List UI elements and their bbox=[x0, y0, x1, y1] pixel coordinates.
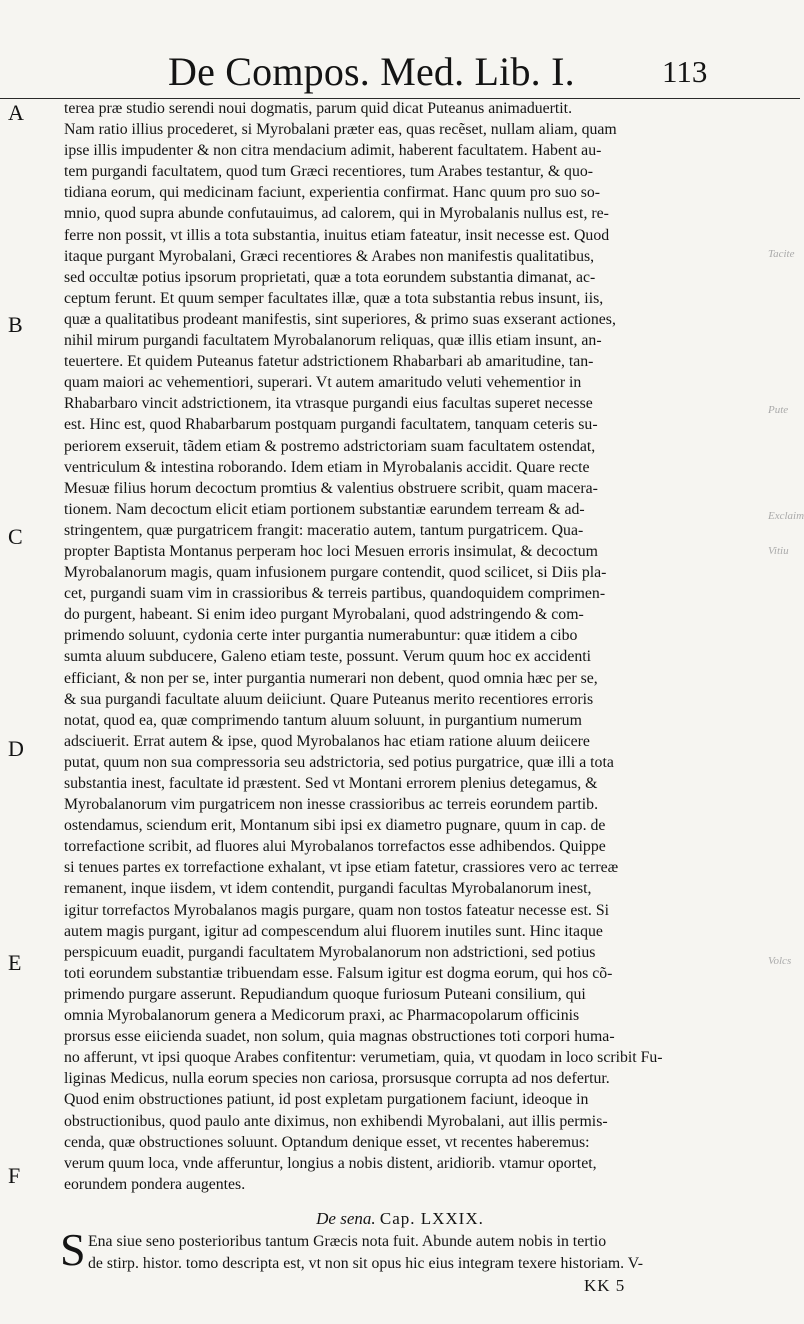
text-line: terea præ studio serendi noui dogmatis, parum quid dicat Puteanus animaduertit. bbox=[64, 100, 573, 117]
text-line: do purgent, habeant. Si enim ideo purgant Myrobalani, quod adstringendo & com- bbox=[64, 606, 584, 624]
text-line: quæ a qualitatibus prodeant manifestis, sint superiores, & primo suas exserant actiones, bbox=[64, 310, 616, 328]
text-line: ventriculum & intestina roborando. Idem etiam in Myrobalanis accidit. Quare recte bbox=[64, 458, 590, 476]
margin-letter-a: A bbox=[8, 100, 24, 125]
text-line: si tenues partes ex torrefactione exhalant, vt ipse etiam fatetur, crassiores vero ac terreæ bbox=[64, 859, 619, 877]
text-line: liginas Medicus, nulla eorum species non cariosa, prorsusque corrupta ad nos defertur. bbox=[64, 1070, 610, 1088]
margin-note: Pute bbox=[768, 404, 789, 416]
text-line: notat, quod ea, quæ comprimendo tantum aluum soluunt, in purgantium numerum bbox=[64, 711, 582, 729]
text-line: Mesuæ filius horum decoctum promtius & valentius obstruere scribit, quam macera- bbox=[64, 479, 598, 497]
page-number: 113 bbox=[662, 54, 708, 89]
margin-letter-c: C bbox=[8, 524, 23, 549]
text-line: propter Baptista Montanus perperam hoc loci Mesuen erroris insimulat, & decoctum bbox=[64, 542, 598, 560]
text-line: primendo purgare asserunt. Repudiandum quoque furiosum Puteani consilium, qui bbox=[64, 985, 586, 1003]
text-line: ostendamus, sciendum erit, Montanum sibi ipsi ex diametro pugnare, quum in cap. de bbox=[64, 817, 606, 835]
text-line: cet, purgandi suam vim in crassioribus & terreis partibus, quandoquidem comprimen- bbox=[64, 585, 606, 603]
text-line: toti eorundem substantiæ tribuendam esse. Falsum igitur est dogma eorum, qui hos cõ- bbox=[64, 964, 613, 982]
text-line: igitur torrefactos Myrobalanos magis purgare, quam non tostos fateatur necesse est. Si bbox=[64, 901, 610, 919]
text-line: adsciuerit. Errat autem & ipse, quod Myrobalanos hac etiam ratione aluum deiicere bbox=[64, 732, 590, 750]
text-line: stringentem, quæ purgatricem frangit: maceratio autem, tantum purgatricem. Qua- bbox=[64, 521, 584, 539]
margin-note: Exclaim bbox=[768, 510, 804, 522]
text-line: tidiana eorum, qui medicinam faciunt, experientia confirmat. Hanc quum pro suo so- bbox=[64, 184, 601, 202]
chapter-number: Cap. LXXIX. bbox=[379, 1209, 484, 1228]
margin-letter-d: D bbox=[8, 736, 24, 761]
text-line: torrefactione scribit, ad fluores alui Myrobalanos torrefactos esse adhibendos. Quippe bbox=[64, 838, 606, 856]
text-line: tionem. Nam decoctum elicit etiam portionem substantiæ earundem terream & ad- bbox=[64, 500, 585, 518]
text-line: primendo soluunt, cydonia certe inter purgantia numerabuntur: quæ itidem a cibo bbox=[64, 627, 578, 645]
text-line: autem magis purgant, igitur ad compescendum alui fluorem inutiles sunt. Hinc itaque bbox=[64, 922, 603, 940]
text-line: & sua purgandi facultate aluum deiiciunt. Quare Puteanus merito recentiores erroris bbox=[64, 690, 594, 708]
text-line: efficiant, & non per se, inter purgantia numerari non debent, quod omnia hæc per se, bbox=[64, 669, 598, 687]
text-line: Myrobalanorum magis, quam infusionem purgare contendit, quod scilicet, si Diis pla- bbox=[64, 564, 607, 582]
text-line: obstructionibus, quod paulo ante diximus, non exhibendi Myrobalani, aut illis permis- bbox=[64, 1112, 608, 1130]
text-line: perspicuum euadit, purgandi facultatem Myrobalanorum non adstrictioni, sed potius bbox=[64, 943, 596, 961]
text-line: ipse illis impudenter & non citra mendacium adimit, haberent facultatem. Habent au- bbox=[64, 142, 602, 160]
text-line: substantia inest, facultate id præstent. Sed vt Montani errorem plenius detegamus, & bbox=[64, 775, 598, 792]
signature-mark: KK 5 bbox=[584, 1276, 626, 1295]
text-line: tem purgandi facultatem, quod tum Græci recentiores, tum Arabes testantur, & quo- bbox=[64, 163, 594, 181]
margin-letter-e: E bbox=[8, 950, 22, 975]
margin-note: Vitiu bbox=[768, 545, 789, 557]
margin-note: Tacite bbox=[768, 248, 795, 260]
chapter-title: De sena. bbox=[316, 1209, 376, 1228]
text-line: ceptum ferunt. Et quum semper facultates illæ, quæ a tota substantia rebus insunt, iis, bbox=[64, 289, 604, 307]
text-line: est. Hinc est, quod Rhabarbarum postquam purgandi facultatem, tanquam ceteris su- bbox=[64, 416, 598, 434]
text-line: prorsus esse eiicienda suadet, non solum, quia magnas obstructiones toti corpori huma- bbox=[64, 1028, 615, 1046]
text-line: itaque purgant Myrobalani, Græci recentiores & Arabes non manifestis qualitatibus, bbox=[64, 247, 595, 265]
margin-note: Volcs bbox=[768, 955, 792, 967]
running-header bbox=[0, 38, 800, 99]
chapter-heading bbox=[0, 1209, 800, 1229]
text-line: nihil mirum purgandi facultatem Myrobalanorum reliquas, quæ illis etiam insunt, an- bbox=[64, 332, 602, 350]
text-line: sed occultæ potius ipsorum proprietati, quæ a tota eorundem substantia dimanat, ac- bbox=[64, 268, 596, 286]
text-line: quam maiori ac vehementiori, superari. Vt autem amaritudo veluti vehementior in bbox=[64, 374, 582, 392]
section-line: de stirp. histor. tomo descripta est, vt non sit opus hic eius integram texere historiam. V- bbox=[88, 1255, 644, 1272]
drop-cap: S bbox=[60, 1224, 86, 1275]
text-line: putat, quum non sua compressoria seu adstrictoria, sed potius purgatrice, quæ illi a tota bbox=[64, 753, 614, 771]
text-line: Nam ratio illius procederet, si Myrobalani præter eas, quas recẽset, nullam aliam, quam bbox=[64, 121, 617, 139]
section-line: Ena siue seno posterioribus tantum Græcis nota fuit. Abunde autem nobis in tertio bbox=[88, 1233, 607, 1250]
text-line: Quod enim obstructiones patiunt, id post expletam purgationem faciunt, ideoque in bbox=[64, 1091, 589, 1109]
body-text bbox=[64, 98, 700, 1195]
text-line: teuertere. Et quidem Puteanus fatetur adstrictionem Rhabarbari ab amaritudine, tan- bbox=[64, 353, 594, 371]
text-line: eorundem pondera augentes. bbox=[64, 1175, 246, 1193]
text-line: sumta aluum subducere, Galeno etiam teste, possunt. Verum quum hoc ex accidenti bbox=[64, 648, 592, 666]
text-line: omnia Myrobalanorum genera a Medicorum praxi, ac Pharmacopolarum officinis bbox=[64, 1007, 580, 1025]
text-line: cenda, quæ obstructiones soluunt. Optandum denique esset, vt recentes haberemus: bbox=[64, 1133, 590, 1151]
text-line: periorem exseruit, tãdem etiam & postremo adstrictoriam suam facultatem ostendat, bbox=[64, 437, 596, 455]
text-line: Rhabarbaro vincit adstrictionem, ita vtrasque purgandi eius facultas superet necesse bbox=[64, 395, 593, 413]
margin-letter-f: F bbox=[8, 1163, 21, 1188]
running-title: De Compos. Med. Lib. I. bbox=[168, 49, 575, 94]
text-line: remanent, inque iisdem, vt idem contendit, purgandi facultas Myrobalanorum inest, bbox=[64, 880, 592, 898]
section-text bbox=[60, 1224, 720, 1275]
text-line: ferre non possit, vt illis a tota substantia, inuitus etiam fateatur, insit necesse est. Quod bbox=[64, 226, 610, 244]
text-line: no afferunt, vt ipsi quoque Arabes confitentur: verumetiam, quia, vt quodam in loco scribit Fu- bbox=[64, 1049, 663, 1067]
text-line: mnio, quod supra abunde confutauimus, ad calorem, qui in Myrobalanis nullus est, re- bbox=[64, 205, 609, 223]
margin-letter-b: B bbox=[8, 312, 23, 337]
text-line: verum quum loca, vnde afferuntur, longius a nobis distent, aridiorib. vtamur oportet, bbox=[64, 1154, 597, 1172]
text-line: Myrobalanorum vim purgatricem non inesse crassioribus ac terreis eorundem partib. bbox=[64, 796, 599, 814]
